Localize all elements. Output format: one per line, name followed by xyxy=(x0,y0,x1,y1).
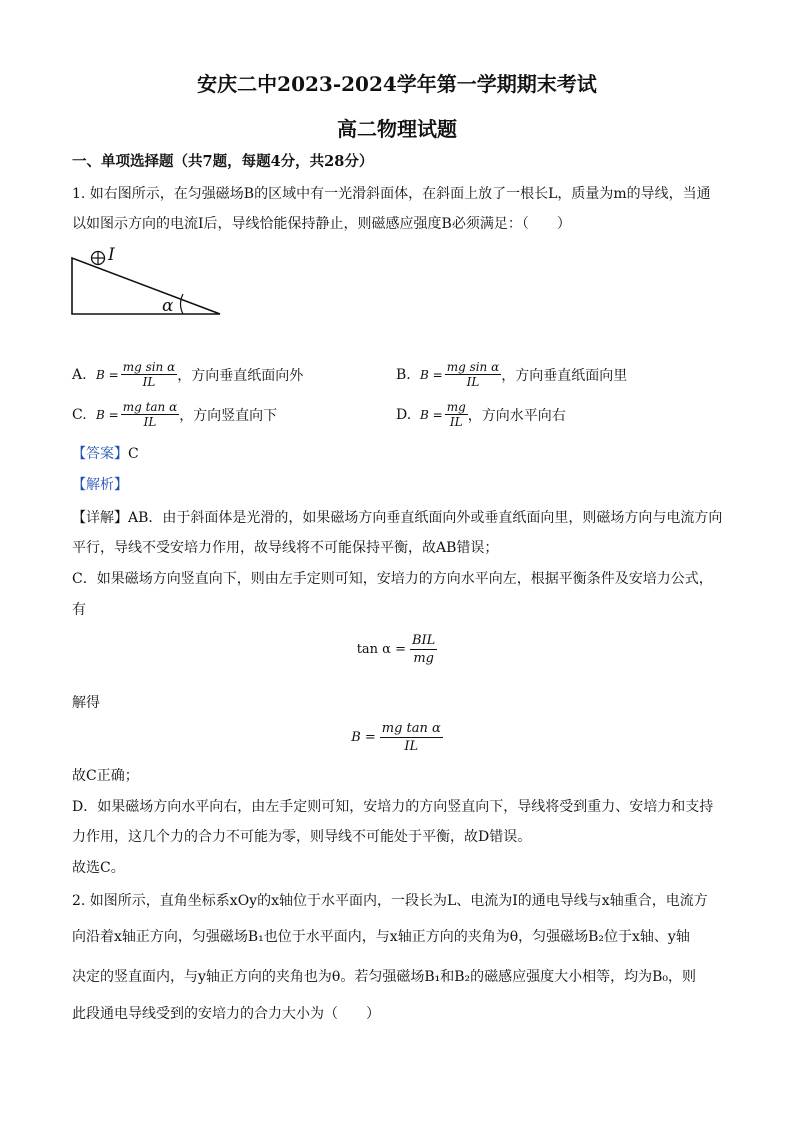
detail-line5: 解得 xyxy=(72,695,100,711)
detail-line9: 故选C。 xyxy=(72,860,125,876)
detail-line3: C．如果磁场方向竖直向下，则由左手定则可知，安培力的方向水平向左，根据平衡条件及安培力公式， xyxy=(72,571,713,587)
detail-line6: 故C正确； xyxy=(72,768,139,784)
detail-line2: 平行，导线不受安培力作用，故导线将不可能保持平衡，故AB错误； xyxy=(72,540,499,556)
detail-tag: 【详解】 xyxy=(72,510,128,526)
q2-stem-line1: 2. 如图所示，直角坐标系xOy的x轴位于水平面内，一段长为L、电流为I的通电导线与x轴重合，电流方 xyxy=(72,893,708,909)
q2-stem-line4: 此段通电导线受到的安培力的合力大小为（ ） xyxy=(72,1006,380,1022)
angle-label: α xyxy=(162,296,174,316)
answer-tag: 【答案】 xyxy=(72,446,128,462)
detail-line7: D．如果磁场方向水平向右，由左手定则可知，安培力的方向竖直向下，导线将受到重力、安培力和支持 xyxy=(72,799,714,815)
option-a[interactable]: A. B = $\frac{\text{mg sin α}}{IL}$ ，方向垂直纸面向外 xyxy=(72,360,304,389)
q2-stem-line3: 决定的竖直面内，与y轴正方向的夹角也为θ。若匀强磁场B₁和B₂的磁感应强度大小相等，均为B₀，则 xyxy=(72,969,697,985)
detail-line1: 【详解】AB．由于斜面体是光滑的，如果磁场方向垂直纸面向外或垂直纸面向里，则磁场方向与电流方向 xyxy=(72,510,723,526)
section-heading: 一、单项选择题（共7题，每题4分，共28分） xyxy=(72,153,374,170)
q2-stem-line2: 向沿着x轴正方向，匀强磁场B₁也位于水平面内，与x轴正方向的夹角为θ，匀强磁场B₂位于x轴、y轴 xyxy=(72,929,690,945)
option-d[interactable]: D. B = $\frac{mg}{IL}$ ，方向水平向右 xyxy=(396,400,566,429)
equation-tan: tan α = $\frac{\text{BIL}}{mg}$ xyxy=(356,633,436,666)
equation-b: B = $\frac{\text{mg tan α}}{IL}$ xyxy=(351,721,441,754)
page-title: 安庆二中2023-2024学年第一学期期末考试 xyxy=(197,72,597,96)
incline-figure xyxy=(66,244,226,320)
q1-stem-line2: 以如图示方向的电流I后，导线恰能保持静止，则磁感应强度B必须满足：（ ） xyxy=(72,216,571,232)
q1-stem-line1: 1. 如右图所示，在匀强磁场B的区域中有一光滑斜面体，在斜面上放了一根长L，质量为m的导线，当通 xyxy=(72,186,711,202)
detail-line8: 力作用，这几个力的合力不可能为零，则导线不可能处于平衡，故D错误。 xyxy=(72,829,532,845)
analysis-tag: 【解析】 xyxy=(72,477,128,493)
page-subtitle: 高二物理试题 xyxy=(337,117,457,141)
option-c[interactable]: C. B = $\frac{\text{mg tan α}}{IL}$ ，方向竖直向下 xyxy=(72,400,278,429)
answer-value: C xyxy=(128,446,139,462)
detail-line4: 有 xyxy=(72,602,86,618)
answer-line xyxy=(72,443,139,463)
current-label: I xyxy=(108,245,115,265)
option-b[interactable]: B. B = $\frac{\text{mg sin α}}{IL}$ ，方向垂直纸面向里 xyxy=(396,360,628,389)
